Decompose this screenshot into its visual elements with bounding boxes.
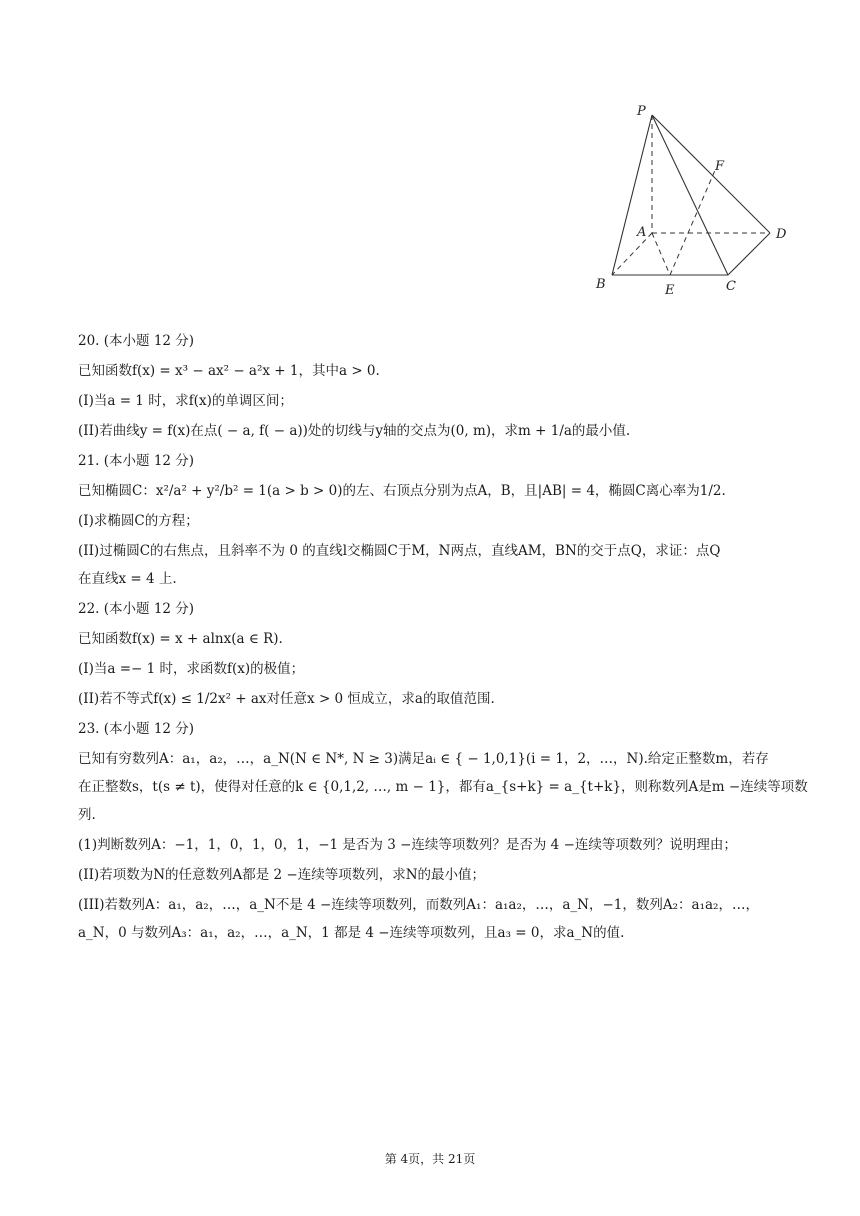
edge-EF (670, 168, 716, 275)
problem-23-line: 在正整数s，t(s ≠ t)，使得对任意的k ∈ {0,1,2, …, m − 1}，都有a_{s+k} = a_{t+k}，则称数列A是m −连续等项数 (78, 779, 808, 795)
edge-AE (652, 233, 670, 275)
problem-22-line: 已知函数f(x) = x + alnx(a ∈ R). (78, 631, 283, 647)
problem-21-header: 21. (本小题 12 分) (78, 453, 195, 469)
problem-20-line: 已知函数f(x) = x³ − ax² − a²x + 1，其中a > 0. (78, 363, 380, 379)
label-E: E (665, 283, 675, 298)
edge-PC (652, 115, 728, 275)
problem-23-line: (II)若项数为N的任意数列A都是 2 −连续等项数列，求N的最小值； (78, 867, 486, 883)
problem-23-line: 列. (78, 807, 96, 823)
edge-PB (612, 115, 652, 275)
pyramid-figure (585, 100, 805, 300)
problem-23-line: a_N，0 与数列A₃：a₁，a₂，…，a_N，1 都是 4 −连续等项数列，且a₃ = 0，求a_N的值. (78, 925, 625, 941)
page-footer: 第 4页，共 21页 (384, 1152, 476, 1166)
problem-21-line: 已知椭圆C：x²/a² + y²/b² = 1(a > b > 0)的左、右顶点分别为点A，B，且|AB| = 4，椭圆C离心率为1/2. (78, 483, 726, 499)
label-P: P (637, 104, 646, 119)
problem-21-line: (II)过椭圆C的右焦点，且斜率不为 0 的直线l交椭圆C于M，N两点，直线AM，BN的交于点Q，求证：点Q (78, 543, 721, 559)
label-C: C (726, 279, 736, 294)
problem-20-line: (I)当a = 1 时，求f(x)的单调区间； (78, 393, 293, 409)
problem-21-line: (I)求椭圆C的方程； (78, 513, 199, 529)
problem-22-line: (II)若不等式f(x) ≤ 1/2x² + ax对任意x > 0 恒成立，求a的取值范围. (78, 691, 495, 707)
problem-20-header: 20. (本小题 12 分) (78, 333, 195, 349)
problem-23-line: (1)判断数列A：−1，1，0，1，0，1，−1 是否为 3 −连续等项数列？是否为 4 −连续等项数列？说明理由； (78, 837, 737, 853)
problem-23-header: 23. (本小题 12 分) (78, 721, 195, 737)
edge-PD (652, 115, 770, 233)
problem-23-line: (III)若数列A：a₁，a₂，…，a_N不是 4 −连续等项数列，而数列A₁：a₁a₂，…，a_N，−1，数列A₂：a₁a₂，…， (78, 897, 759, 913)
problems (78, 330, 808, 944)
pyramid-diagram (585, 100, 805, 300)
label-A: A (637, 225, 647, 240)
edge-CD (728, 233, 770, 275)
label-B: B (596, 277, 606, 292)
label-F: F (715, 159, 725, 174)
problem-23-line: 已知有穷数列A：a₁，a₂，…，a_N(N ∈ N*, N ≥ 3)满足aᵢ ∈ { − 1,0,1}(i = 1，2，…，N).给定正整数m，若存 (78, 751, 769, 767)
problem-20-line: (II)若曲线y = f(x)在点( − a, f( − a))处的切线与y轴的交点为(0, m)，求m + 1/a的最小值. (78, 423, 631, 439)
label-D: D (776, 227, 787, 242)
problem-21-line: 在直线x = 4 上. (78, 571, 177, 587)
problem-22-header: 22. (本小题 12 分) (78, 601, 195, 617)
problem-22-line: (I)当a =− 1 时，求函数f(x)的极值； (78, 661, 305, 677)
